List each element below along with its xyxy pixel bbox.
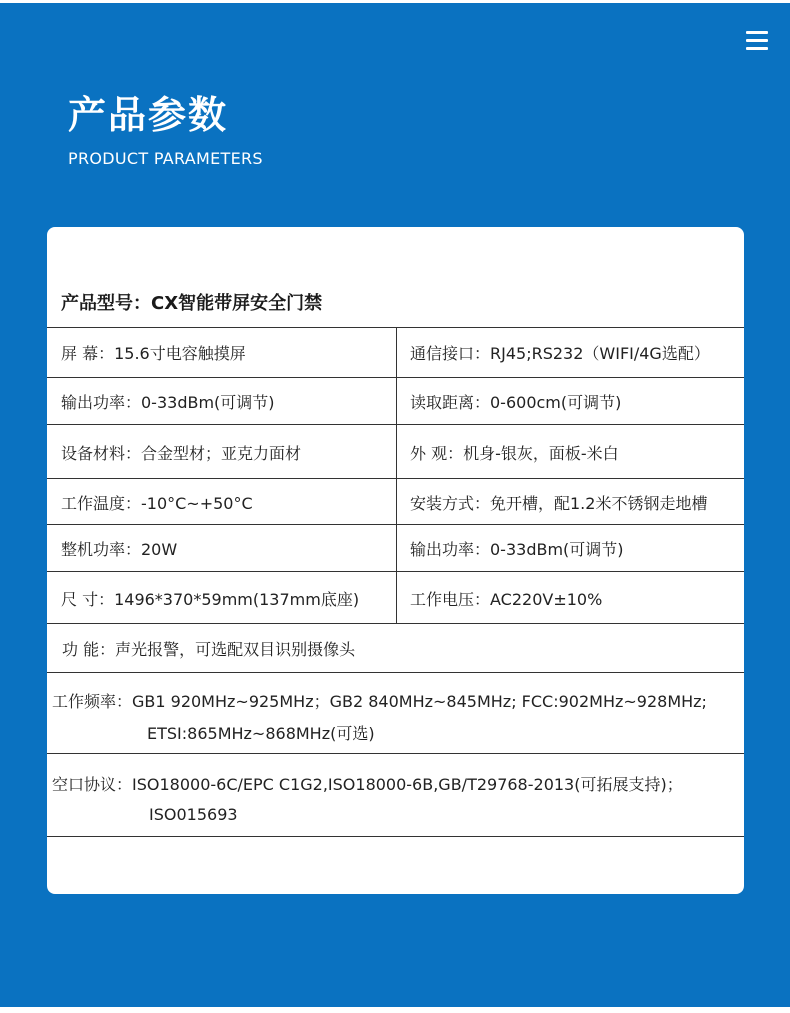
table-row bbox=[47, 623, 744, 673]
param-cell: 功 能：声光报警，可选配双目识别摄像头 bbox=[62, 640, 356, 659]
table-row bbox=[47, 524, 744, 572]
table-row bbox=[47, 377, 744, 425]
top-edge bbox=[0, 0, 790, 3]
param-cell: 设备材料：合金型材；亚克力面材 bbox=[61, 443, 302, 463]
bottom-edge bbox=[0, 1007, 790, 1013]
frequency-cell bbox=[47, 673, 744, 754]
param-cell: 整机功率：20W bbox=[61, 540, 178, 559]
frequency-line: ETSI:865MHz~868MHz(可选) bbox=[147, 724, 375, 743]
protocol-line: 空口协议：ISO18000-6C/EPC C1G2,ISO18000-6B,GB/T29768-2013(可拓展支持)； bbox=[52, 775, 683, 794]
table-row bbox=[47, 672, 744, 754]
table-row bbox=[47, 571, 744, 624]
protocol-line: ISO015693 bbox=[149, 805, 238, 824]
param-cell: 外 观：机身-银灰，面板-米白 bbox=[396, 425, 744, 479]
page-title: 产品参数 bbox=[68, 93, 229, 137]
param-cell: 输出功率：0-33dBm(可调节) bbox=[396, 525, 744, 572]
param-cell: 通信接口：RJ45;RS232（WIFI/4G选配） bbox=[396, 328, 744, 377]
param-cell: 尺 寸：1496*370*59mm(137mm底座) bbox=[61, 589, 360, 609]
parameters-card bbox=[47, 227, 744, 894]
frequency-line: 工作频率：GB1 920MHz~925MHz；GB2 840MHz~845MHz; FCC:902MHz~928MHz; bbox=[52, 692, 707, 711]
table-row bbox=[47, 424, 744, 479]
param-cell: 屏 幕：15.6寸电容触摸屏 bbox=[61, 344, 246, 363]
protocol-cell bbox=[47, 754, 744, 837]
menu-icon-bar bbox=[746, 47, 768, 50]
table-row bbox=[47, 478, 744, 525]
menu-icon[interactable] bbox=[746, 31, 768, 51]
param-cell: 工作温度：-10°C~+50°C bbox=[61, 493, 253, 513]
table-row bbox=[47, 753, 744, 837]
param-cell: 读取距离：0-600cm(可调节) bbox=[396, 378, 744, 425]
param-cell: 安装方式：免开槽，配1.2米不锈钢走地槽 bbox=[396, 479, 744, 525]
product-model: 产品型号：CX智能带屏安全门禁 bbox=[61, 293, 323, 314]
menu-icon-bar bbox=[746, 39, 768, 42]
table-row bbox=[47, 327, 744, 377]
param-cell: 工作电压：AC220V±10% bbox=[396, 572, 744, 624]
param-cell: 输出功率：0-33dBm(可调节) bbox=[61, 393, 275, 412]
page-subtitle: PRODUCT PARAMETERS bbox=[68, 149, 263, 168]
table-bottom-border bbox=[47, 836, 744, 837]
menu-icon-bar bbox=[746, 31, 768, 34]
